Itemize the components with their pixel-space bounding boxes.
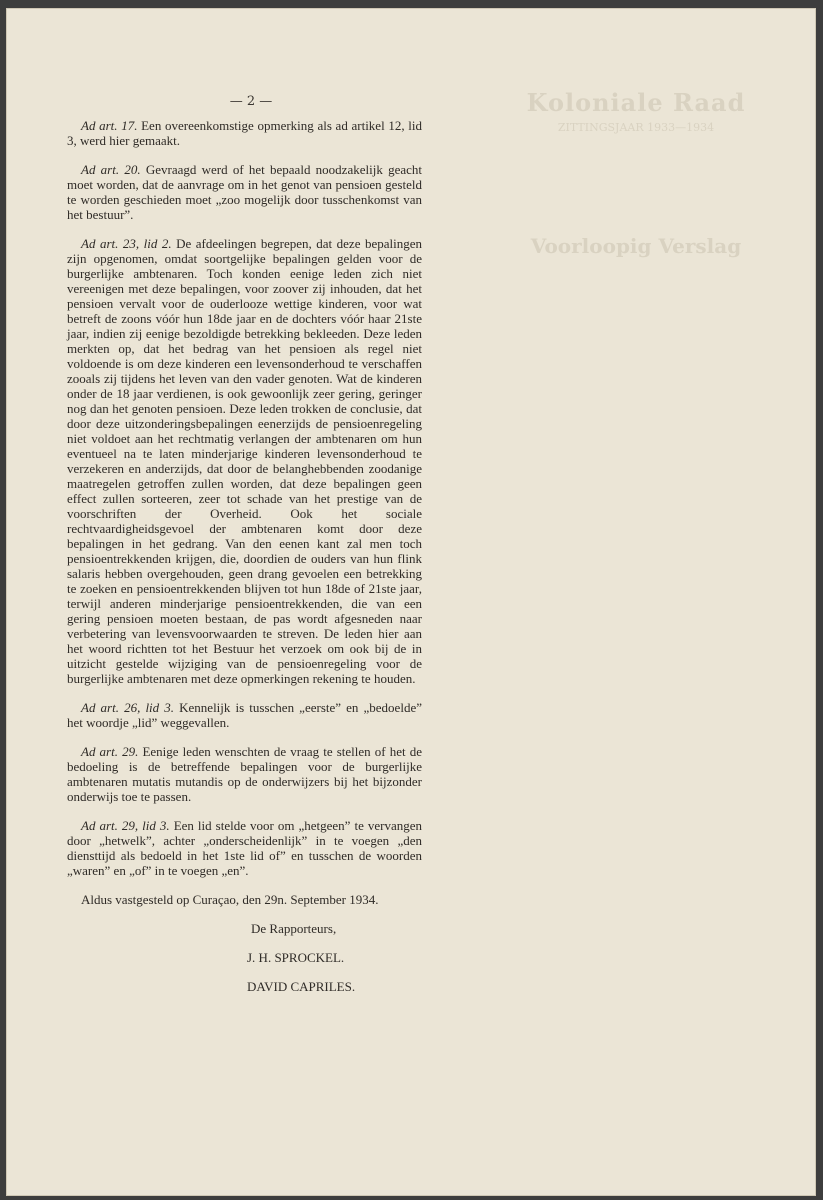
paragraph-text: Een lid stelde voor om „hetgeen” te vervangen door „hetwelk”, achter „onderscheidenlijk” in te voegen „den diensttijd als bedoeld in het 1ste lid of” en tusschen de woorden „waren” en „of” in te voegen „en”. — [67, 818, 422, 878]
signature-title: De Rapporteurs, — [251, 921, 337, 936]
ghost-session-year: ZITTINGSJAAR 1933—1934 — [557, 121, 715, 134]
document-body — [67, 118, 422, 1008]
paragraph-art-23 — [67, 236, 422, 686]
closing-statement: Aldus vastgesteld op Curaçao, den 29n. September 1934. — [81, 892, 379, 907]
paragraph-text: Kennelijk is tusschen „eerste” en „bedoelde” het woordje „lid” weggevallen. — [67, 700, 422, 730]
article-reference: Ad art. 20. — [81, 162, 141, 177]
ghost-org-name: Koloniale Raad — [526, 88, 746, 117]
paragraph-text: Een overeenkomstige opmerking als ad artikel 12, lid 3, werd hier gemaakt. — [67, 118, 422, 148]
paragraph-art-29-lid-3 — [67, 818, 422, 878]
paragraph-art-29 — [67, 744, 422, 804]
signature-name-capriles: DAVID CAPRILES. — [247, 979, 356, 994]
page-number: — 2 — — [229, 94, 273, 109]
show-through-header — [486, 88, 786, 258]
paragraph-art-17 — [67, 118, 422, 148]
article-reference: Ad art. 23, lid 2. — [81, 236, 172, 251]
article-reference: Ad art. 29. — [81, 744, 139, 759]
paragraph-art-20 — [67, 162, 422, 222]
signature-name-sprockel: J. H. SPROCKEL. — [247, 950, 345, 965]
article-reference: Ad art. 17. — [81, 118, 138, 133]
paragraph-art-26 — [67, 700, 422, 730]
document-page — [6, 8, 816, 1196]
paragraph-text: Gevraagd werd of het bepaald noodzakelijk geacht moet worden, dat de aanvrage om in het genot van pensioen gesteld te worden geschieden moet „zoo mogelijk door tusschenkomst van het bestuur”. — [67, 162, 422, 222]
article-reference: Ad art. 29, lid 3. — [81, 818, 170, 833]
paragraph-text: Eenige leden wenschten de vraag te stellen of het de bedoeling is de betreffende bepalingen voor de burgerlijke ambtenaren mutatis mutandis op de onderwijzers bij het bijzonder onderwijs toe te passen. — [67, 744, 422, 804]
paragraph-text: De afdeelingen begrepen, dat deze bepalingen zijn opgenomen, omdat soortgelijke bepalingen gelden voor de burgerlijke ambtenaren. Toch konden eenige leden zich niet vereenigen met deze bepalingen, voor zoover zij inhouden, dat het pensioen vervalt voor de ouderlooze wettige kinderen, voor wat betreft de zoons vóór hun 18de jaar en de dochters vóór haar 21ste jaar, indien zij eenige bezoldigde betrekking bekleeden. Deze leden merkten op, dat het bedrag van het pensioen als regel niet voldoende is om deze kinderen een levensonderhoud te verschaffen zooals zij tijdens het leven van den vader genoten. Wat de kinderen onder de 18 jaar verdienen, is ook gewoonlijk zeer gering, geringer nog dan het genoten pensioen. Deze leden trokken de conclusie, dat door deze uitzonderingsbepalingen eenerzijds de pensioenregeling niet voldoet aan het rechtmatig verlangen der ambtenaren om hun eventueel na te laten minderjarige kinderen levensonderhoud te verzekeren en anderzijds, dat door de belanghebbenden zoodanige maatregelen getroffen zullen worden, dat deze bepalingen geen effect zullen sorteeren, zeer tot schade van het prestige van de voorschriften der Overheid. Ook het sociale rechtvaardigheidsgevoel der ambtenaren komt door deze bepalingen in het gedrang. Van den eenen kant zal men toch pensioentrekkenden krijgen, die, doordien de ouders van hun flink salaris hebben overgehouden, geen drang gevoelen een betrekking te zoeken en pensioentrekkenden blijven tot hun 18de of 21ste jaar, terwijl anderen minderjarige pensioentrekkenden, die van een gering pensioen moeten bestaan, de pas wordt afgesneden naar verbetering van levensvoorwaarden te streven. De leden hier aan het woord richtten tot het Bestuur het verzoek om ook bij de in uitzicht gestelde wijziging van de pensioenregeling voor de burgerlijke ambtenaren met deze opmerkingen rekening te houden. — [67, 236, 422, 686]
article-reference: Ad art. 26, lid 3. — [81, 700, 175, 715]
ghost-doc-type: Voorloopig Verslag — [530, 234, 742, 258]
